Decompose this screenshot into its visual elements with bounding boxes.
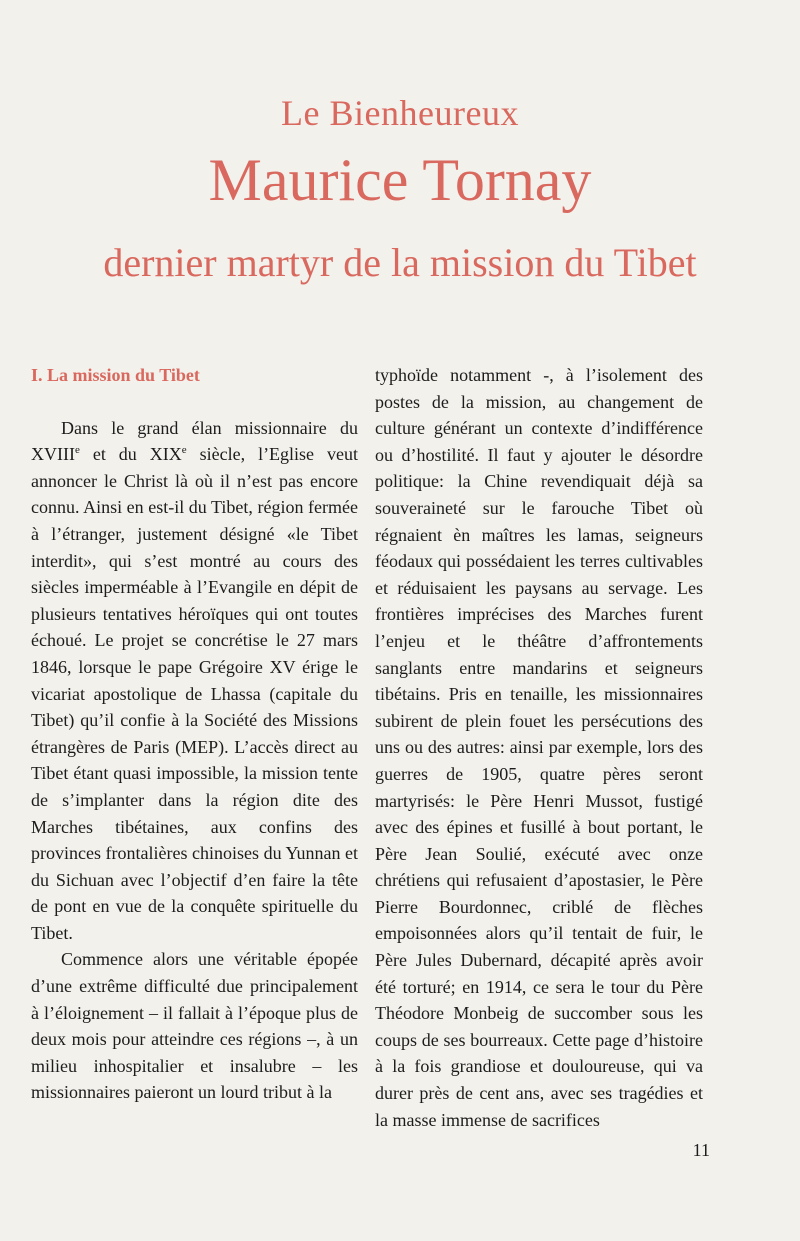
left-column [31, 362, 358, 1106]
chapter-kicker: Le Bienheureux [281, 93, 519, 133]
left-paragraph-2: Commence alors une véritable épopée d’une extrême difficulté due principalement à l’éloignement – il fallait à l’époque plus de deux mois pour atteindre ces régions –, à un milieu inhospitalier et insalubre – les missionnaires paieront un lourd tribut à la [31, 949, 358, 1103]
page-number: 11 [692, 1140, 710, 1160]
chapter-subtitle: dernier martyr de la mission du Tibet [103, 240, 697, 285]
right-column [375, 362, 703, 1133]
superscript-e-1: e [74, 444, 80, 457]
left-paragraph-1-part-b: et du XIX [79, 444, 182, 465]
left-paragraph-1-part-c: siècle, l’Eglise veut annoncer le Christ là où il n’est pas encore connu. Ainsi en est-il du Tibet, région fermée à l’étranger, justement désigné «le Tibet interdit», qui s’est montré au cours des siècles imperméable à l’Evangile en dépit de plusieurs tentatives héroïques qui ont toutes échoué. Le projet se concrétise le 27 mars 1846, lorsque le pape Grégoire XV érige le vicariat apostolique de Lhassa (capitale du Tibet) qu’il confie à la Société des Missions étrangères de Paris (MEP). L’accès direct au Tibet étant quasi impossible, la mission tente de s’implanter dans la région dite des Marches tibétaines, aux confins des provinces frontalières chinoises du Yunnan et du Sichuan avec l’objectif d’en faire la tête de pont en vue de la conquête spirituelle du Tibet. [31, 444, 359, 943]
chapter-title: Maurice Tornay [208, 147, 592, 213]
superscript-e-2: e [181, 444, 187, 457]
section-heading: I. La mission du Tibet [31, 365, 200, 385]
right-paragraph-1: typhoïde notamment -, à l’isolement des postes de la mission, au changement de culture générant un contexte d’indifférence ou d’hostilité. Il faut y ajouter le désordre politique: la Chine revendiquait déjà sa souveraineté sur le farouche Tibet où régnaient èn maîtres les lamas, seigneurs féodaux qui possédaient les terres cultivables et réduisaient les paysans au servage. Les frontières imprécises des Marches furent l’enjeu et le théâtre d’affrontements sanglants entre mandarins et seigneurs tibétains. Pris en tenaille, les missionnaires subirent de plein fouet les persécutions des uns ou des autres: ainsi par exemple, lors des guerres de 1905, quatre pères seront martyrisés: le Père Henri Mussot, fustigé avec des épines et fusillé à bout portant, le Père Jean Soulié, exécuté avec onze chrétiens qui refusaient d’apostasier, le Père Pierre Bourdonnec, criblé de flèches empoisonnées alors qu’il tentait de fuir, le Père Jules Dubernard, décapité après avoir été torturé; en 1914, ce sera le tour du Père Théodore Monbeig de succomber sous les coups de ses bourreaux. Cette page d’histoire à la fois grandiose et douloureuse, qui va durer près de cent ans, avec ses tragédies et la masse immense de sacrifices [375, 365, 703, 1130]
left-paragraph-1 [31, 415, 358, 947]
left-paragraph-1-part-a: Dans le grand élan missionnaire du XVIII [31, 417, 358, 465]
